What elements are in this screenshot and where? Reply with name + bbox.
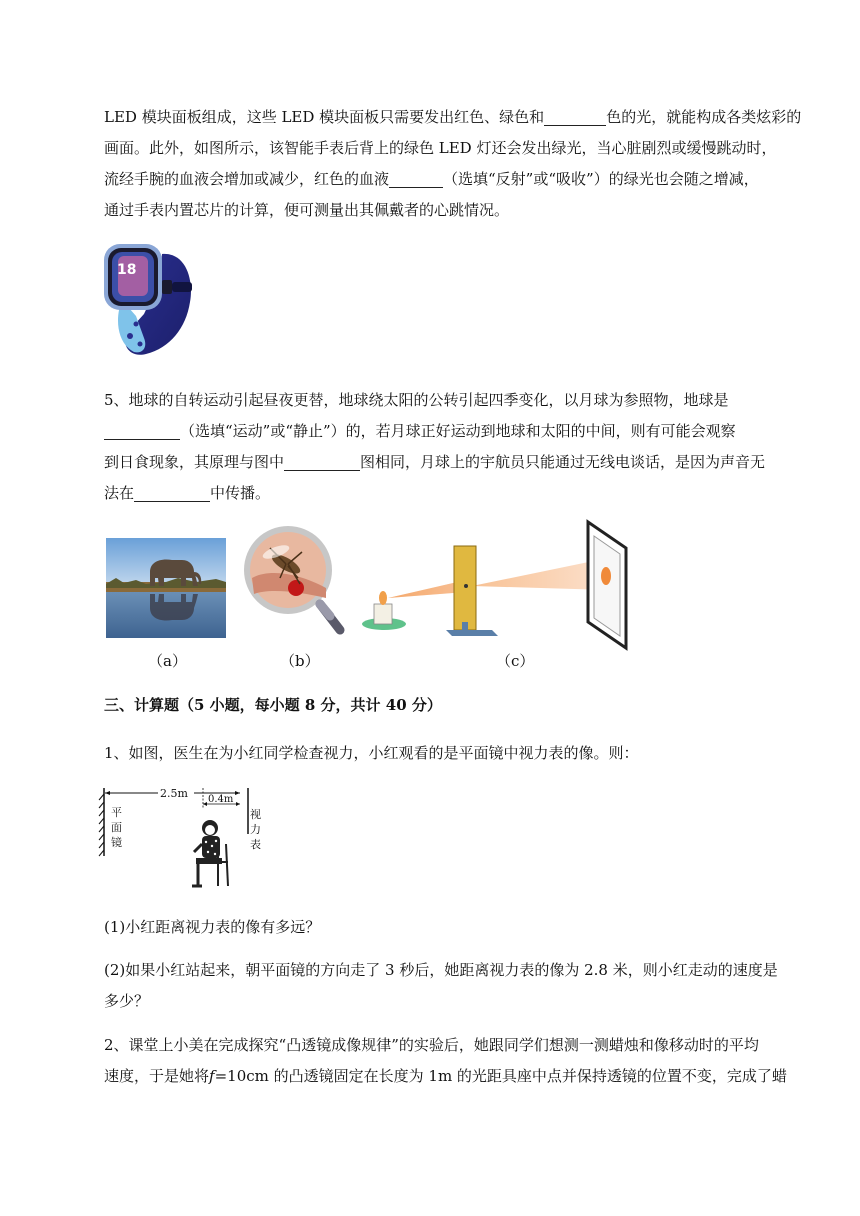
caption-b: （b） xyxy=(280,652,320,670)
text-line: 流经手腕的血液会增加或减少，红色的血液 （选填“反射”或“吸收”）的绿光也会随之增减， xyxy=(104,170,759,188)
text-line: 通过手表内置芯片的计算，便可测量出其佩戴者的心跳情况。 xyxy=(104,201,510,219)
text-line: 到日食现象，其原理与图中 图相同，月球上的宇航员只能通过无线电谈话，是因为声音无 xyxy=(104,453,766,471)
chart-label-char: 视 xyxy=(250,808,261,821)
focal-length-symbol: f xyxy=(209,1067,215,1085)
sub-question-1: (1)小红距离视力表的像有多远？ xyxy=(104,918,321,936)
text-line: LED 模块面板组成，这些 LED 模块面板只需要发出红色、绿色和 色的光，就能构成各类炫彩的 xyxy=(104,108,802,126)
sub-question-2 xyxy=(104,955,804,1017)
text-line: 5、地球的自转运动引起昼夜更替，地球绕太阳的公转引起四季变化，以月球为参照物，地球是 xyxy=(104,391,729,409)
figure-a-elephant-photo xyxy=(106,538,226,638)
mirror-label-char: 平 xyxy=(111,806,122,819)
answer-blank xyxy=(544,107,606,126)
answer-blank xyxy=(104,421,180,440)
paragraph-led xyxy=(104,102,804,226)
question-5 xyxy=(104,385,804,509)
figure-c-pinhole-imaging-image xyxy=(362,518,634,652)
calc-question-1: 1、如图，医生在为小红同学检查视力，小红观看的是平面镜中视力表的像。则： xyxy=(104,744,639,762)
smartwatch-image xyxy=(100,240,200,358)
answer-blank xyxy=(134,483,210,502)
watch-time: 18 xyxy=(117,262,137,278)
chart-label-char: 表 xyxy=(250,838,261,851)
text-line: 速度，于是她将f=10cm 的凸透镜固定在长度为 1m 的光距具座中点并保持透镜的位置不变，完成了蜡 xyxy=(104,1067,787,1085)
chart-label xyxy=(250,808,261,851)
figure-b-magnifier-image xyxy=(240,518,346,640)
mirror-label-char: 镜 xyxy=(111,836,122,849)
answer-blank xyxy=(284,452,360,471)
text-line: 多少？ xyxy=(104,992,150,1010)
text-line: 法在 中传播。 xyxy=(104,484,271,502)
text-line: （选填“运动”或“静止”）的，若月球正好运动到地球和太阳的中间，则有可能会观察 xyxy=(104,416,804,447)
distance-label-person-chart: 0.4m xyxy=(208,794,234,805)
caption-c: （c） xyxy=(496,652,535,670)
mirror-label-char: 面 xyxy=(111,821,122,834)
mirror-label xyxy=(111,806,122,849)
eye-test-diagram xyxy=(98,784,268,892)
distance-label-mirror-chart: 2.5m xyxy=(160,787,188,800)
text-line: (2)如果小红站起来，朝平面镜的方向走了 3 秒后，她距离视力表的像为 2.8 米，则小红走动的速度是 xyxy=(104,961,778,979)
text-line: 2、课堂上小美在完成探究“凸透镜成像规律”的实验后，她跟同学们想测一测蜡烛和像移动时的平均 xyxy=(104,1036,759,1054)
section-heading: 三、计算题（5 小题，每小题 8 分，共计 40 分） xyxy=(104,696,442,714)
chart-label-char: 力 xyxy=(250,823,261,836)
text-line: 画面。此外，如图所示，该智能手表后背上的绿色 LED 灯还会发出绿光，当心脏剧烈或缓慢跳动时， xyxy=(104,139,777,157)
answer-blank xyxy=(389,169,443,188)
caption-a: （a） xyxy=(148,652,187,670)
calc-question-2 xyxy=(104,1030,804,1092)
